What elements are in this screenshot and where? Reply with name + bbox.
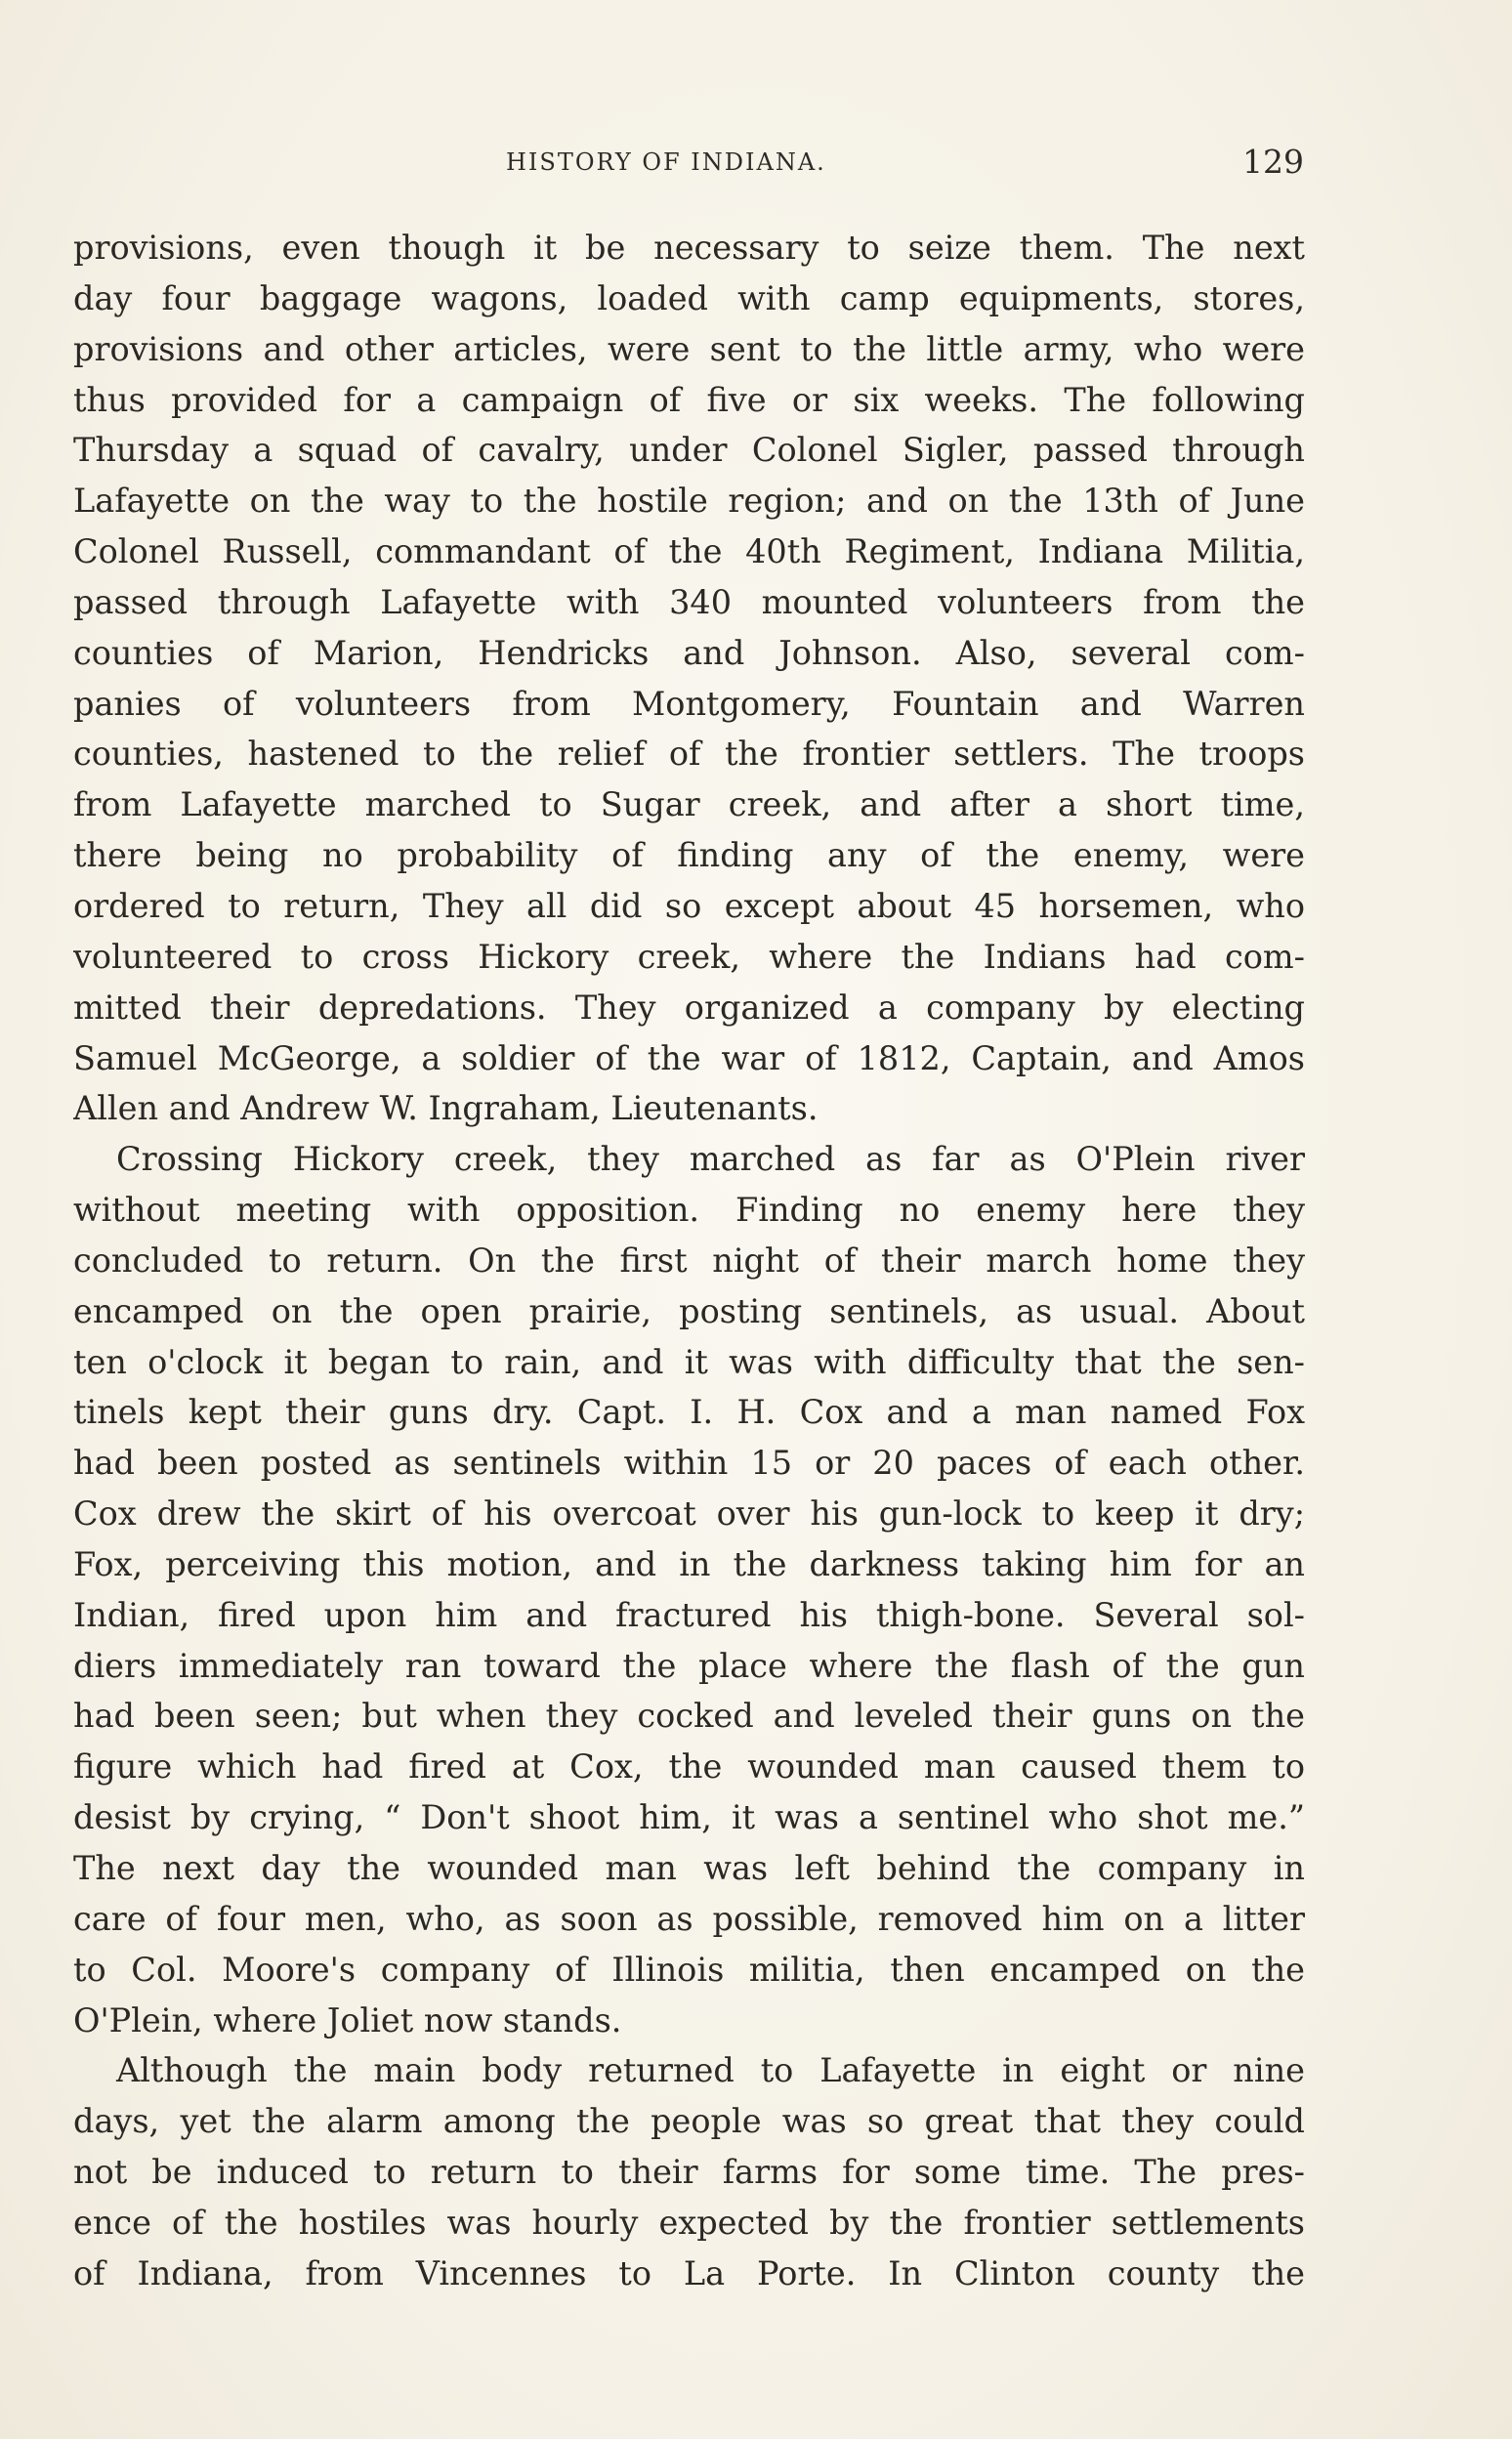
paragraph-end-line: O'Plein, where Joliet now stands. [73,2000,622,2040]
text-line: ence of the hostiles was hourly expected by the frontier settlements [73,2203,1305,2242]
text-line: care of four men, who, as soon as possible, removed him on a litter [73,1899,1305,1938]
text-line: counties, hastened to the relief of the frontier settlers. The troops [73,735,1305,774]
text-line: not be induced to return to their farms for some time. The pres- [73,2153,1305,2192]
paragraph-start-line: Although the main body returned to Lafayette in eight or nine [116,2051,1305,2090]
text-line: provisions, even though it be necessary to seize them. The next [73,229,1305,267]
text-line: from Lafayette marched to Sugar creek, and after a short time, [73,785,1305,824]
text-line: Fox, perceiving this motion, and in the darkness taking him for an [73,1544,1305,1583]
text-line: tinels kept their guns dry. Capt. I. H. Cox and a man named Fox [73,1393,1305,1432]
running-title: HISTORY OF INDIANA. [506,148,826,176]
text-line: mitted their depredations. They organized a company by electing [73,988,1305,1027]
text-line: Lafayette on the way to the hostile region; and on the 13th of June [73,482,1305,521]
text-line: had been posted as sentinels within 15 or 20 paces of each other. [73,1444,1305,1483]
text-line: Colonel Russell, commandant of the 40th Regiment, Indiana Militia, [73,532,1305,571]
text-line: encamped on the open prairie, posting sentinels, as usual. About [73,1291,1305,1330]
text-line: thus provided for a campaign of five or six weeks. The following [73,380,1305,419]
running-head [0,143,1512,182]
body-text [73,223,1305,2299]
text-line: day four baggage wagons, loaded with camp equipments, stores, [73,278,1305,317]
text-line: Thursday a squad of cavalry, under Colonel Sigler, passed through [73,431,1305,470]
text-line: without meeting with opposition. Finding no enemy here they [73,1191,1305,1230]
text-line: ten o'clock it began to rain, and it was with difficulty that the sen- [73,1342,1305,1381]
text-line: figure which had fired at Cox, the wounded man caused them to [73,1747,1305,1787]
text-line: volunteered to cross Hickory creek, where the Indians had com- [73,937,1305,976]
text-line: panies of volunteers from Montgomery, Fountain and Warren [73,684,1305,723]
text-line: desist by crying, “ Don't shoot him, it was a sentinel who shot me.” [73,1798,1305,1837]
text-line: of Indiana, from Vincennes to La Porte. In Clinton county the [73,2253,1305,2292]
text-line: concluded to return. On the first night of their march home they [73,1241,1305,1280]
paragraph-end-line: Allen and Andrew W. Ingraham, Lieutenants. [73,1089,819,1128]
text-line: provisions and other articles, were sent to the little army, who were [73,329,1305,368]
text-line: days, yet the alarm among the people was so great that they could [73,2102,1305,2141]
text-line: passed through Lafayette with 340 mounted volunteers from the [73,582,1305,621]
text-line: diers immediately ran toward the place where the flash of the gun [73,1646,1305,1685]
text-line: to Col. Moore's company of Illinois militia, then encamped on the [73,1950,1305,1989]
paragraph-start-line: Crossing Hickory creek, they marched as far as O'Plein river [116,1140,1305,1179]
text-line: there being no probability of finding any of the enemy, were [73,836,1305,875]
page-number: 129 [1242,143,1304,181]
text-line: The next day the wounded man was left behind the company in [73,1849,1305,1887]
text-line: Samuel McGeorge, a soldier of the war of 1812, Captain, and Amos [73,1038,1305,1077]
text-line: had been seen; but when they cocked and leveled their guns on the [73,1697,1305,1736]
text-line: counties of Marion, Hendricks and Johnson. Also, several com- [73,633,1305,672]
text-line: ordered to return, They all did so except about 45 horsemen, who [73,886,1305,925]
text-line: Cox drew the skirt of his overcoat over his gun-lock to keep it dry; [73,1494,1305,1534]
text-line: Indian, fired upon him and fractured his thigh-bone. Several sol- [73,1595,1305,1634]
